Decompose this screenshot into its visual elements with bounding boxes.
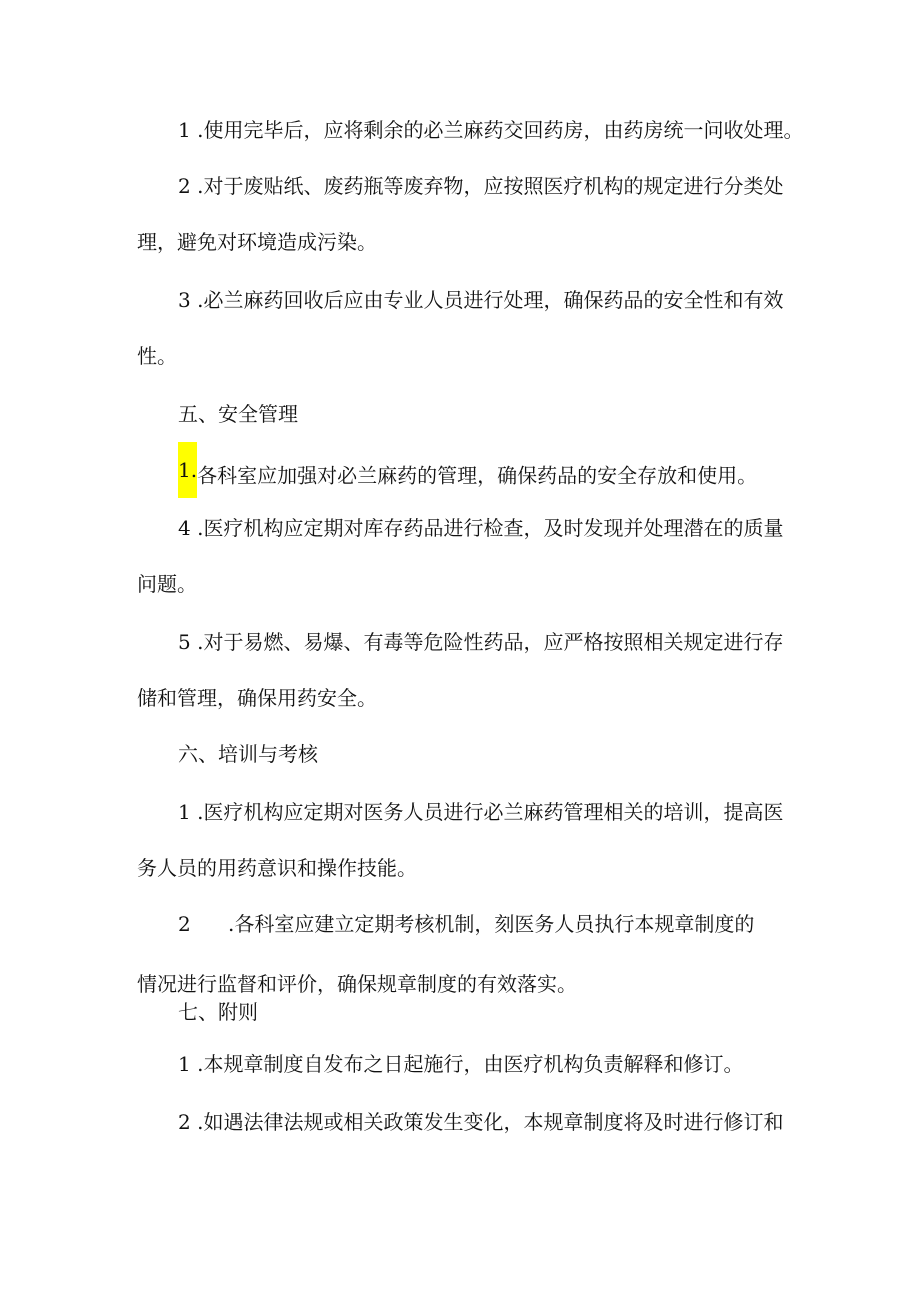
paragraph-number: 2 [178, 912, 191, 936]
paragraph-text: .各科室应建立定期考核机制，刻医务人员执行本规章制度的 [228, 912, 755, 936]
paragraph-waste-disposal-line2 [137, 228, 377, 256]
paragraph-professional-handling-line1 [178, 286, 783, 314]
paragraph-revision [178, 1108, 783, 1136]
paragraph-text: 1 .本规章制度自发布之日起施行，由医疗机构负责解释和修订。 [178, 1052, 744, 1076]
paragraph-text: 问题。 [137, 572, 197, 596]
paragraph-text: 5 .对于易燃、易爆、有毒等危险性药品，应严格按照相关规定进行存 [178, 630, 784, 654]
paragraph-assessment-line1 [228, 910, 754, 938]
heading-text: 七、附则 [178, 1000, 258, 1024]
paragraph-text: 务人员的用药意识和操作技能。 [137, 856, 417, 880]
paragraph-return-unused [178, 116, 803, 144]
paragraph-text: 各科室应加强对必兰麻药的管理，确保药品的安全存放和使用。 [197, 463, 758, 488]
section-heading-training [178, 740, 318, 768]
section-heading-safety [178, 400, 298, 428]
paragraph-text: 1 .医疗机构应定期对医务人员进行必兰麻药管理相关的培训，提高医 [178, 800, 784, 824]
paragraph-department-management [178, 456, 758, 488]
heading-text: 五、安全管理 [178, 402, 298, 426]
paragraph-staff-training-line1 [178, 798, 783, 826]
paragraph-assessment-line2 [137, 970, 577, 998]
paragraph-professional-handling-line2 [137, 342, 177, 370]
paragraph-effective-date [178, 1050, 743, 1078]
section-heading-supplementary [178, 998, 258, 1026]
paragraph-inventory-check-line2 [137, 570, 197, 598]
paragraph-inventory-check-line1 [178, 514, 783, 542]
paragraph-text: 2 .对于废贴纸、废药瓶等废弃物，应按照医疗机构的规定进行分类处 [178, 174, 784, 198]
paragraph-text: 情况进行监督和评价，确保规章制度的有效落实。 [137, 972, 577, 996]
paragraph-text: 4 .医疗机构应定期对库存药品进行检查，及时发现并处理潜在的质量 [178, 516, 784, 540]
paragraph-hazardous-drugs-line1 [178, 628, 783, 656]
highlighted-number: 1. [178, 442, 197, 498]
paragraph-staff-training-line2 [137, 854, 417, 882]
paragraph-text: 2 .如遇法律法规或相关政策发生变化，本规章制度将及时进行修订和 [178, 1110, 784, 1134]
paragraph-text: 性。 [137, 344, 177, 368]
paragraph-waste-disposal-line1 [178, 172, 783, 200]
paragraph-text: 3 .必兰麻药回收后应由专业人员进行处理，确保药品的安全性和有效 [178, 288, 784, 312]
paragraph-text: 1 .使用完毕后，应将剩余的必兰麻药交回药房，由药房统一问收处理。 [178, 118, 804, 142]
paragraph-assessment-number [178, 910, 191, 938]
paragraph-text: 储和管理，确保用药安全。 [137, 686, 377, 710]
paragraph-text: 理，避免对环境造成污染。 [137, 230, 377, 254]
paragraph-hazardous-drugs-line2 [137, 684, 377, 712]
heading-text: 六、培训与考核 [178, 742, 318, 766]
